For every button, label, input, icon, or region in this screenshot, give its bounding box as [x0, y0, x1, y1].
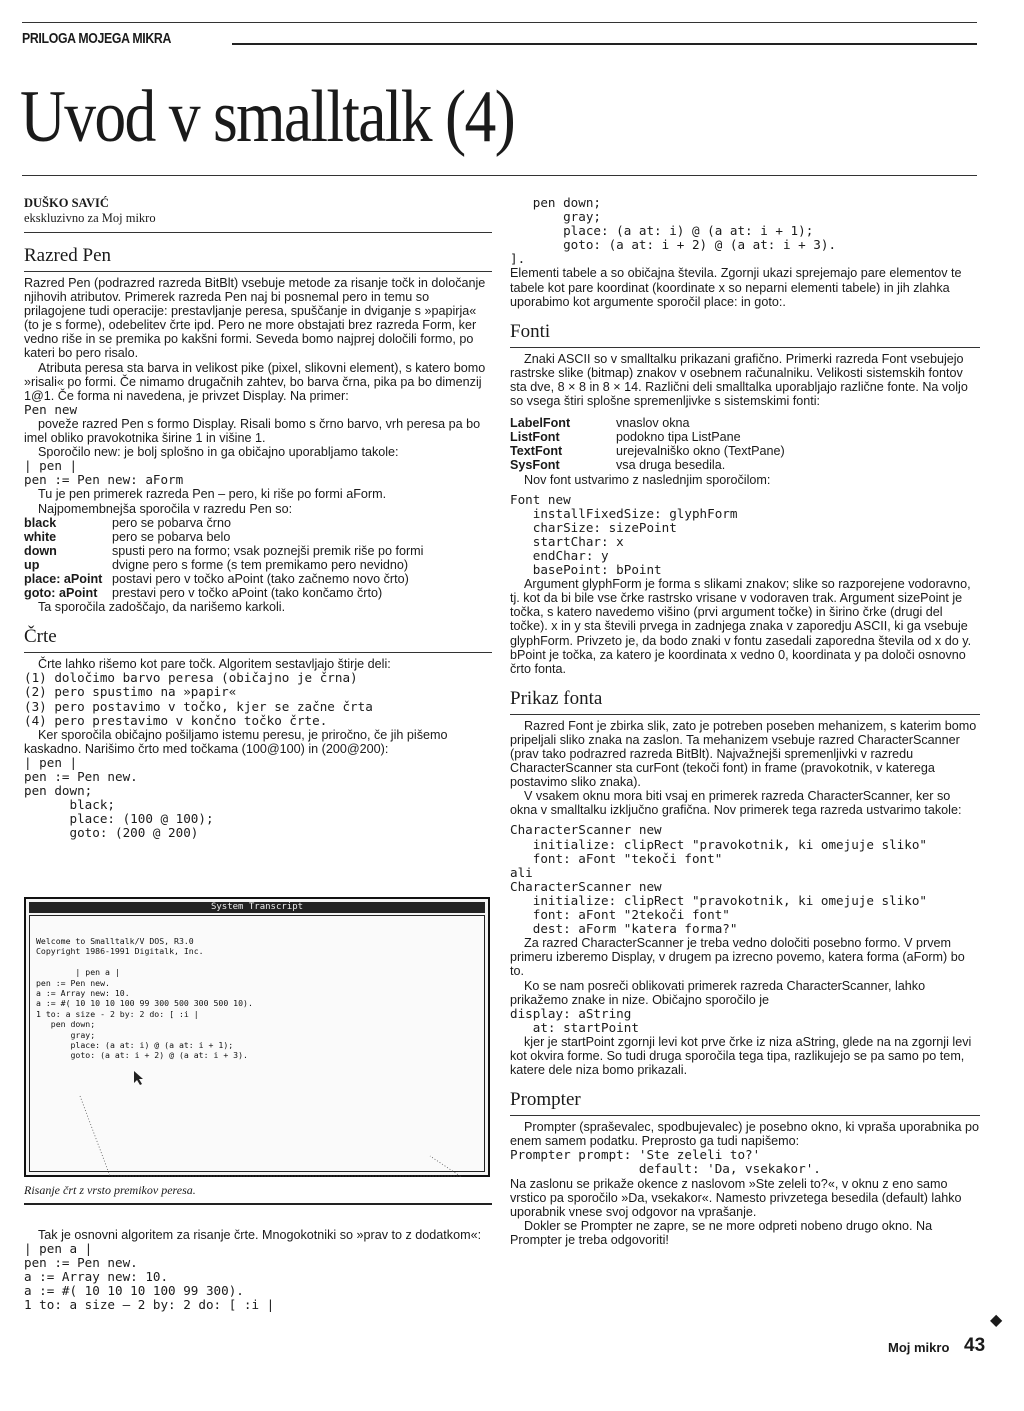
section-label: PRILOGA MOJEGA MIKRA	[22, 30, 172, 47]
message-desc: prestavi pero v točko aPoint (tako končamo črto)	[112, 586, 383, 601]
paragraph: kjer je startPoint zgornji levi kot prve črke iz niza aString, glede na na zgornji levi kot okvira forme. So tudi druga sporočila tega tipa, razlikujejo se pa samo po tem, katere dele niza bomo prikazali.	[510, 1034, 972, 1078]
message-desc: dvigne pero s forme (s tem premikamo pero nevidno)	[112, 557, 409, 572]
message-name: down	[24, 543, 57, 558]
heading-fonti: Fonti	[510, 321, 980, 348]
font-list	[510, 416, 980, 472]
code-block: pen down; gray; place: (a at: i) @ (a at: i + 1); goto: (a at: i + 2) @ (a at: i + 3). ].	[510, 195, 837, 267]
caption-rule	[24, 1203, 492, 1205]
code-block: | pen | pen := Pen new. pen down; black; place: (100 @ 100); goto: (200 @ 200)	[24, 754, 214, 841]
section-rule	[232, 43, 977, 45]
heading-crte: Črte	[24, 626, 492, 653]
paragraph: Prompter (spraševalec, spodbujevalec) je posebno okno, ki vpraša uporabnika po enem samem podatku. Preprosto ga tudi napišemo:	[510, 1120, 980, 1149]
paragraph: Tak je osnovni algoritem za risanje črte. Mnogokotniki so »prav to z dodatkom«:	[38, 1228, 482, 1242]
window-title-bar: System Transcript	[29, 902, 485, 913]
message-name: up	[24, 557, 40, 572]
font-variable: TextFont	[510, 444, 563, 459]
font-variable: SysFont	[510, 458, 560, 473]
title-rule	[22, 175, 977, 176]
paragraph: Sporočilo new: je bolj splošno in ga običajno uporabljamo takole:	[38, 445, 399, 460]
paragraph: Črte lahko rišemo kot pare točk. Algoritem sestavljajo štirje deli:	[38, 657, 391, 672]
paragraph: V vsakem oknu mora biti vsaj en primerek razreda CharacterScanner, ker so okna v smalltalku izključno grafična. Nov primerek tega razreda ustvarimo takole:	[510, 789, 962, 818]
heading-razred-pen: Razred Pen	[24, 245, 492, 272]
top-rule	[22, 22, 977, 23]
paragraph: poveže razred Pen s formo Display. Risali bomo s črno barvo, vrh peresa pa bo imel obliko pravokotnika širine 1 in višine 1.	[24, 416, 481, 446]
message-name: goto: aPoint	[24, 586, 98, 601]
transcript-pane	[29, 915, 485, 1172]
paragraph: Razred Pen (podrazred razreda BitBlt) vsebuje metode za risanje točk in določanje njihovih atributov. Primerek razreda Pen naj bi posnemal pero in temu so prilagojene tudi operacije: prestavljanje peresa, spuščanje in dviganje s »papirja« (to je s forme), odebelitev črte ipd. Pero ne more obstajati brez razreda Form, ker vedno riše in se premika po kakšni formi. Seveda bomo najprej določili formo, po kateri bo pero risalo.	[24, 276, 486, 361]
paragraph: Tu je pen primerek razreda Pen – pero, ki riše po formi aForm.	[38, 487, 387, 502]
message-desc: spusti pero na formo; vsak poznejši premik riše po formi	[112, 543, 424, 558]
mouse-cursor-icon	[134, 1071, 143, 1085]
code-block: Prompter prompt: 'Ste zeleli to?' default: 'Da, vsekakor'.	[510, 1147, 821, 1177]
figure-caption: Risanje črt z vrsto premikov peresa.	[24, 1183, 196, 1197]
message-desc: pero se pobarva belo	[112, 529, 231, 544]
code-block: | pen a | pen := Pen new. a := Array new: 10. a := #( 10 10 10 100 99 300). 1 to: a size – 2 by: 2 do: [ :i |	[24, 1241, 275, 1313]
left-column-bottom	[24, 1228, 492, 1313]
font-desc: vnaslov okna	[616, 416, 690, 431]
paragraph: Elementi tabele a so običajna števila. Zgornji ukazi sprejemajo pare elementov te tabele kot pare koordinat (koordinate x so neparni elementi tabele) in jih zlahka uporabimo kot argumente sporočil place: in goto:.	[510, 266, 962, 309]
paragraph: Argument glyphForm je forma s slikami znakov; slike so razporejene vodoravno, tj. kot da bi bile vse črke rastrsko vrisane v vodoraven trak. Argument sizePoint je točka, s katero navedemo višino (prvi argument točke) in širino črke (drugi del točke). x in y sta števili prvega in zadnjega znaka v zaporedju ASCII, ki ga vsebuje glyphForm. Privzeto je, da bodo znaki v fontu zasedali zaporedna števila od x do y. bPoint je točka, za katero je koordinata x vedno 0, koordinata y pa določi osnovno črto fonta.	[510, 577, 972, 676]
font-desc: vsa druga besedila.	[616, 458, 726, 473]
author-name: DUŠKO SAVIĆ	[24, 196, 109, 210]
steps-list: (1) določimo barvo peresa (običajno je črna) (2) pero spustimo na »papir« (3) pero postavimo v točko, kjer se začne črta (4) pero prestavimo v končno točko črte.	[24, 670, 373, 728]
paragraph: Nov font ustvarimo z naslednjim sporočilom:	[524, 472, 771, 487]
message-desc: postavi pero v točko aPoint (tako začnemo novo črto)	[112, 571, 409, 586]
heading-prompter: Prompter	[510, 1089, 980, 1116]
paragraph: Najpomembnejša sporočila v razredu Pen so:	[38, 501, 293, 516]
message-name: place: aPoint	[24, 571, 103, 586]
page-number: 43	[964, 1335, 986, 1356]
code-block: display: aString at: startPoint	[510, 1005, 639, 1035]
paragraph: Za razred CharacterScanner je treba vedno določiti posebno formo. V prvem primeru izberemo Display, v drugem pa izrecno povemo, katera forma (aForm) bo to.	[510, 936, 965, 979]
code-block: CharacterScanner new initialize: clipRect "pravokotnik, ki omejuje sliko" font: aFont "tekoči font" ali CharacterScanner new initialize: clipRect "pravokotnik, ki omejuje sliko" font: aFont "2tekoči font" dest: aForm "katera forma?"	[510, 822, 928, 937]
paragraph: Na zaslonu se prikaže okence z naslovom »Ste zeleli to?«, v oknu z eno samo vrstico pa sporočilo »Da, vsekakor«. Namesto privzetega besedila (default) lahko uporabnik vnese svoj odgovor na vprašanje.	[510, 1176, 962, 1219]
magazine-name: Moj mikro	[888, 1340, 950, 1355]
drawn-lines	[30, 916, 490, 1178]
transcript-text: Welcome to Smalltalk/V DOS, R3.0 Copyright 1986-1991 Digitalk, Inc. | pen a | pen := Pen new. a := Array new: 10. a := #( 10 10 10 100 99 300 500 300 500 10). 1 to: a size - 2 by: 2 do: [ :i | pen down; gray; place: (a at: i) @ (a at: i + 1); goto: (a at: i + 2) @ (a at: i + 3).	[36, 936, 253, 1061]
paragraph: Dokler se Prompter ne zapre, se ne more odpreti nobeno drugo okno. Na Prompter je treba odgovoriti!	[510, 1218, 933, 1247]
message-name: white	[24, 529, 57, 544]
paragraph: Ker sporočila običajno pošiljamo istemu peresu, je priročno, če jih pišemo kaskadno. Narišimo črto med točkama (100@100) in (200@200):	[24, 727, 448, 756]
paragraph: Ko se nam posreči oblikovati primerek razreda CharacterScanner, lahko prikažemo znake in nize. Običajno sporočilo je	[510, 978, 926, 1007]
font-desc: podokno tipa ListPane	[616, 430, 741, 445]
code-block: | pen | pen := Pen new: aForm	[24, 458, 184, 488]
author-note: ekskluzivno za Moj mikro	[24, 211, 492, 233]
transcript-screenshot	[24, 897, 490, 1177]
continue-arrow-icon: ◆	[990, 1312, 1003, 1329]
article-title: Uvod v smalltalk (4)	[20, 76, 515, 158]
code-block: Pen new	[24, 401, 78, 417]
paragraph: Atributa peresa sta barva in velikost pike (pixel, slikovni element), s katero bomo »risali« po formi. Če nimamo drugačnih zahtev, bo barva črna, pika pa bo dimenzij 1@1. Če forma ni navedena, je privzet Display. Na primer:	[24, 360, 486, 403]
message-name: black	[24, 515, 57, 530]
font-variable: LabelFont	[510, 416, 571, 431]
paragraph: Razred Font je zbirka slik, zato je potreben poseben mehanizem, s katerim bomo pripeljali sliko znaka na zaslon. Ta mehanizem vsebuje razred CharacterScanner (prav tako podrazred razreda BitBlt). Najvažnejši spremenljivki v razredu CharacterScanner sta curFont (tekoči font) in frame (pravokotnik, v katerega postavimo sliko znaka).	[510, 718, 977, 790]
code-block: Font new installFixedSize: glyphForm charSize: sizePoint startChar: x endChar: y basePoint: bPoint	[510, 491, 738, 578]
paragraph: Ta sporočila zadoščajo, da narišemo karkoli.	[38, 600, 286, 615]
font-desc: urejevalniško okno (TextPane)	[616, 444, 785, 459]
right-column	[510, 196, 980, 1247]
message-desc: pero se pobarva črno	[112, 515, 232, 530]
paragraph: Znaki ASCII so v smalltalku prikazani grafično. Primerki razreda Font vsebujejo rastrske slike (bitmap) znakov v osebnem računalniku. Velikosti sistemskih fontov sta dve, 8 × 8 in 8 × 14. Različni deli smalltalka uporabljajo različne fonte. Na voljo so vsega štiri splošne spremenljivke s sistemskimi fonti:	[510, 351, 968, 409]
heading-prikaz-fonta: Prikaz fonta	[510, 688, 980, 715]
message-list	[24, 516, 492, 601]
font-variable: ListFont	[510, 430, 560, 445]
left-column	[24, 196, 492, 840]
